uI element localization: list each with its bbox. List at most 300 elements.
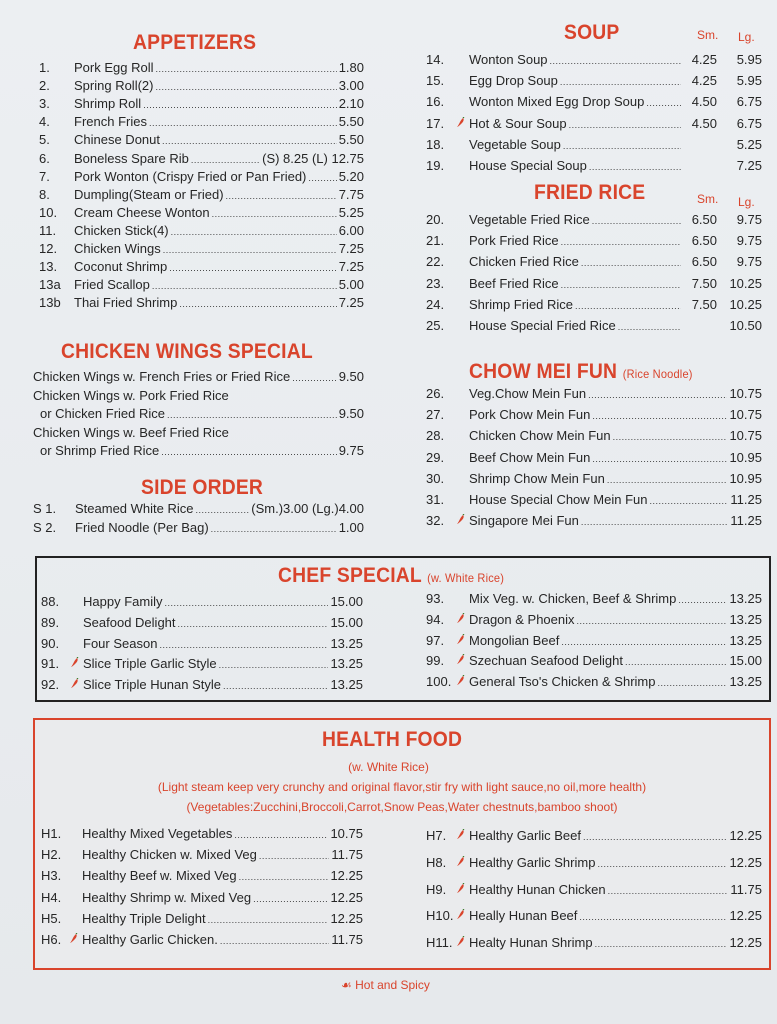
item-name: House Special Fried Rice [469,318,616,333]
item-price-large: 10.50 [729,318,762,333]
item-price: 1.00 [338,520,364,535]
item-name: Shrimp Fried Rice [469,296,574,312]
item-price: (Sm.)3.00 (Lg.)4.00 [251,501,364,516]
dot-leader [159,635,328,653]
menu-item-row [41,676,363,694]
chow-mei-fun-title [469,360,693,384]
menu-item-row [426,449,762,467]
item-number: 28. [426,428,445,444]
dot-leader [597,854,727,872]
item-price: 10.75 [330,826,363,841]
menu-item-row [426,512,762,530]
dot-leader [208,910,329,928]
item-number: H1. [41,826,62,841]
item-price: 7.25 [338,295,364,311]
item-number: H4. [41,889,62,905]
dot-leader [613,427,728,445]
item-price: 12.25 [330,889,363,905]
item-price-small: 4.50 [691,94,717,110]
item-number: 8. [39,186,50,202]
wings-item-line1: Chicken Wings w. French Fries or Fried Rice [33,369,291,384]
dot-leader [212,204,337,222]
health-food-title: HEALTH FOOD [322,728,463,751]
item-name: Pork Fried Rice [469,233,559,249]
health-food-note-1: (Light steam keep very crunchy and original flavor,stir fry with light sauce,no oil,more health) [157,780,647,794]
item-number: H8. [426,854,447,870]
menu-item-row [39,59,364,77]
item-price: 11.75 [331,932,363,947]
item-number: 88. [41,594,60,609]
item-name: Shrimp Roll [74,96,142,112]
menu-item-row [41,635,363,653]
dot-leader [223,676,328,694]
item-name: Happy Family [83,594,163,609]
item-name: Pork Chow Mein Fun [469,407,591,423]
menu-item-row [426,157,762,175]
item-price-large: 10.25 [729,275,762,291]
menu-item-row [40,442,364,460]
menu-item-row [426,211,762,229]
menu-item-row [39,204,364,222]
menu-item-row [426,590,762,608]
menu-item-row [41,846,363,864]
item-number: 20. [426,212,445,227]
dot-leader [259,846,330,864]
item-price: 12.25 [729,935,762,951]
dot-leader [169,258,336,276]
dot-leader [219,655,329,673]
item-number: 22. [426,254,445,270]
item-price: 10.75 [729,386,762,401]
item-price-large: 5.25 [736,136,762,152]
item-price: 12.25 [729,828,762,843]
item-name: Chinese Donut [74,132,160,148]
item-name: Pork Egg Roll [74,60,154,75]
dot-leader [226,186,337,204]
menu-item-row [39,168,364,186]
item-price-large: 9.75 [736,233,762,249]
wings-item-line2: or Shrimp Fried Rice [40,443,160,458]
dot-leader [149,113,337,131]
item-price: 5.20 [338,168,364,184]
item-name: Beef Chow Mein Fun [469,449,591,465]
item-name: Chicken Fried Rice [469,254,579,270]
item-name: Healthy Hunan Chicken [469,881,606,897]
menu-item-row [41,889,363,907]
dot-leader [581,253,681,271]
dot-leader [563,136,681,154]
dot-leader [561,232,681,250]
item-number: S 1. [33,501,57,516]
item-name: Mix Veg. w. Chicken, Beef & Shrimp [469,591,677,606]
item-price: 12.25 [729,908,762,924]
item-price-large: 6.75 [736,115,762,131]
item-name: Healthy Garlic Shrimp [469,854,596,870]
item-name: Vegetable Fried Rice [469,212,590,227]
item-name: Wonton Soup [469,52,548,67]
item-number: 13b [39,295,61,311]
menu-item-row [41,655,363,673]
menu-item-row [39,113,364,131]
menu-item-row [426,491,762,509]
dot-leader [234,825,328,843]
menu-item-row [41,593,363,611]
item-name: Healthy Chicken w. Mixed Veg [82,847,257,863]
menu-item-row [426,253,762,271]
item-name: Steamed White Rice [75,501,194,516]
soup-title: SOUP [564,21,620,44]
item-number: 26. [426,386,445,401]
item-number: 17. [426,115,445,131]
item-number: 100. [426,674,452,690]
item-price: 15.00 [330,614,363,630]
menu-item-row [39,240,364,258]
dot-leader [608,881,729,899]
item-number: 7. [39,168,50,184]
dot-leader [167,405,337,423]
dot-leader [292,368,337,386]
item-price-small: 6.50 [691,254,717,270]
soup-sm-header: Sm. [697,28,719,42]
item-price: 2.10 [338,96,364,112]
dot-leader [163,240,337,258]
item-name: Dragon & Phoenix [469,611,575,627]
item-number: H2. [41,847,62,863]
menu-item-row [426,632,762,650]
menu-item-row [39,222,364,240]
item-number: S 2. [33,520,57,535]
item-price: 13.25 [729,674,762,690]
item-name: Vegetable Soup [469,136,561,152]
item-price: (S) 8.25 (L) 12.75 [262,150,364,166]
dot-leader [581,512,729,530]
item-number: 10. [39,204,58,220]
item-number: 6. [39,150,50,166]
item-name: Egg Drop Soup [469,73,558,89]
item-price: 13.25 [330,635,363,651]
menu-item-row [39,77,364,95]
dot-leader [220,931,330,949]
item-number: 21. [426,233,445,249]
dot-leader [583,827,727,845]
dot-leader [253,889,328,907]
dot-leader [625,652,728,670]
item-price: 5.50 [338,132,364,148]
item-price: 3.00 [338,78,364,94]
item-number: 25. [426,318,445,333]
menu-item-row [426,385,762,403]
menu-item-row [33,368,364,386]
item-price-large: 10.25 [729,296,762,312]
menu-item-row [41,910,363,928]
pepper-icon [456,854,469,872]
hot-spicy-label: Hot and Spicy [355,978,430,992]
menu-item-row [426,881,762,899]
dot-leader [164,593,328,611]
dot-leader [211,519,337,537]
item-number: 99. [426,653,445,669]
fried-rice-lg-header: Lg. [738,195,755,209]
item-name: Healthy Shrimp w. Mixed Veg [82,889,252,905]
item-price: 7.75 [338,186,364,202]
menu-item-row [39,150,364,168]
chow-mei-fun-subtitle: (Rice Noodle) [622,367,693,381]
menu-item-row [426,652,762,670]
item-name: Fried Noodle (Per Bag) [75,520,209,535]
item-name: Shrimp Chow Mein Fun [469,470,605,486]
item-price: 9.50 [338,369,364,384]
item-number: H9. [426,881,447,897]
item-price-small: 6.50 [691,233,717,249]
item-name: Slice Triple Hunan Style [83,677,222,693]
dot-leader [239,867,329,885]
pepper-icon [69,931,82,949]
wings-item-line1: Chicken Wings w. Pork Fried Rice [33,388,229,403]
item-name: Chicken Wings [74,241,161,256]
menu-item-row [426,934,762,952]
menu-item-row [426,136,762,154]
item-price: 6.00 [338,222,364,238]
item-number: H7. [426,828,447,843]
item-name: Chicken Chow Mein Fun [469,428,611,444]
menu-item-row [33,500,364,518]
dot-leader [588,385,727,403]
item-name: General Tso's Chicken & Shrimp [469,674,656,690]
menu-item-row [39,131,364,149]
item-number: 89. [41,614,60,630]
item-number: 19. [426,158,445,173]
item-number: 1. [39,60,50,75]
item-number: 11. [39,222,57,238]
item-name: Four Season [83,635,158,651]
dot-leader [589,157,681,175]
dot-leader [155,77,336,95]
pepper-icon [70,655,83,673]
item-price: 11.25 [730,513,762,529]
item-price-large: 9.75 [736,254,762,270]
item-number: 93. [426,591,445,606]
item-price: 11.75 [331,847,363,863]
item-number: 24. [426,296,445,312]
item-name: French Fries [74,114,147,130]
item-name: Heally Hunan Beef [469,908,578,924]
item-name: Cream Cheese Wonton [74,204,210,220]
item-name: Szechuan Seafood Delight [469,653,623,669]
item-name: Coconut Shrimp [74,259,168,275]
item-price: 10.95 [729,449,762,465]
item-number: 31. [426,492,445,507]
dot-leader [179,294,336,312]
pepper-icon [456,652,469,670]
item-price: 15.00 [729,653,762,669]
dot-leader [646,93,681,111]
item-name: Chicken Stick(4) [74,222,169,238]
pepper-icon [456,512,469,530]
pepper-icon [456,907,469,925]
pepper-icon [456,827,469,845]
item-name: House Special Chow Mein Fun [469,492,648,507]
dot-leader [595,934,728,952]
chef-special-subtitle: (w. White Rice) [427,571,505,585]
item-name: Wonton Mixed Egg Drop Soup [469,94,645,110]
pepper-icon [456,632,469,650]
item-price: 5.25 [338,204,364,220]
item-name: Boneless Spare Rib [74,150,189,166]
chow-mei-fun-title-text: CHOW MEI FUN [469,360,618,383]
item-number: 23. [426,275,445,291]
item-price: 11.25 [730,492,762,507]
item-name: Healthy Garlic Beef [469,828,581,843]
menu-item-row [41,825,363,843]
item-price: 13.25 [330,656,363,672]
item-price: 13.25 [330,677,363,693]
dot-leader [649,491,728,509]
item-price: 11.75 [730,881,762,897]
item-price-large: 7.25 [736,158,762,173]
dot-leader [178,614,329,632]
item-number: 30. [426,470,445,486]
item-price: 13.25 [729,591,762,606]
item-number: 91. [41,656,60,672]
dot-leader [171,222,337,240]
item-price: 9.75 [338,443,364,458]
item-price: 12.25 [330,910,363,926]
item-name: Fried Scallop [74,277,150,293]
dot-leader [152,276,337,294]
side-order-title: SIDE ORDER [141,476,264,499]
menu-item-row [426,317,762,335]
chef-special-title-text: CHEF SPECIAL [278,564,422,587]
dot-leader [618,317,681,335]
menu-item-row [426,673,762,691]
dot-leader [569,115,681,133]
item-number: 12. [39,241,58,256]
item-price: 13.25 [729,632,762,648]
pepper-icon [456,934,469,952]
dot-leader [575,296,681,314]
menu-item-row [426,470,762,488]
menu-item-row [426,611,762,629]
soup-lg-header: Lg. [738,30,755,44]
item-price-small: 4.50 [691,115,717,131]
menu-item-row [41,931,363,949]
menu-item-row [39,95,364,113]
item-number: 15. [426,73,445,89]
pepper-icon [70,676,83,694]
item-price: 12.25 [330,868,363,884]
menu-item-row [40,405,364,423]
item-number: 90. [41,635,60,651]
item-price-small: 6.50 [691,212,717,227]
item-name: House Special Soup [469,158,587,173]
item-name: Pork Wonton (Crispy Fried or Pan Fried) [74,168,307,184]
menu-item-row [426,907,762,925]
item-price: 10.75 [729,407,762,423]
dot-leader [155,59,336,77]
item-price: 12.25 [729,854,762,870]
item-name: Healthy Garlic Chicken. [82,932,218,947]
dot-leader [607,470,728,488]
menu-item-row [426,406,762,424]
dot-leader [550,51,681,69]
item-name: Healthy Mixed Vegetables [82,826,233,841]
item-number: 2. [39,78,50,94]
item-name: Spring Roll(2) [74,78,154,94]
pepper-icon [456,611,469,629]
pepper-icon [456,673,469,691]
item-number: H6. [41,932,62,947]
item-number: 16. [426,94,445,110]
dot-leader [162,131,337,149]
item-number: 97. [426,632,445,648]
item-name: Singapore Mei Fun [469,513,579,529]
menu-item-row [426,232,762,250]
item-price: 15.00 [330,594,363,609]
dot-leader [592,211,681,229]
health-food-note-2: (Vegetables:Zucchini,Broccoli,Carrot,Snow Peas,Water chestnuts,bamboo shoot) [186,800,618,814]
dot-leader [678,590,727,608]
item-price-small: 7.50 [691,275,717,291]
menu-item-row [426,296,762,314]
wings-item-line1: Chicken Wings w. Beef Fried Rice [33,425,229,440]
item-number: H3. [41,868,62,884]
dot-leader [308,168,336,186]
item-price: 10.75 [729,428,762,444]
item-price: 13.25 [729,611,762,627]
item-number: 4. [39,114,50,130]
item-number: 13. [39,259,58,275]
item-number: H11. [426,935,453,951]
dot-leader [143,95,337,113]
menu-item-row [39,276,364,294]
item-price: 7.25 [338,241,364,256]
item-name: Healthy Beef w. Mixed Veg [82,868,237,884]
item-price: 7.25 [338,259,364,275]
item-price-large: 5.95 [736,73,762,89]
item-number: 13a [39,277,61,293]
item-number: 18. [426,136,445,152]
menu-item-row [39,294,364,312]
pepper-icon: ☙ [341,978,352,992]
item-name: Veg.Chow Mein Fun [469,386,587,401]
menu-item-row [39,258,364,276]
item-name: Seafood Delight [83,614,176,630]
chef-special-title [278,564,504,588]
dot-leader [577,611,728,629]
dot-leader [161,442,336,460]
appetizers-title: APPETIZERS [133,31,257,54]
item-number: H10. [426,908,454,924]
item-number: 3. [39,96,50,112]
menu-item-row [39,186,364,204]
item-number: 92. [41,677,60,693]
dot-leader [196,500,250,518]
hot-spicy-legend [340,978,430,992]
dot-leader [561,275,681,293]
health-food-subtitle: (w. White Rice) [348,760,429,774]
dot-leader [592,406,727,424]
menu-item-row [426,275,762,293]
item-name: Healthy Triple Delight [82,910,206,926]
dot-leader [191,150,260,168]
menu-item-row [426,854,762,872]
item-price-large: 6.75 [736,94,762,110]
menu-item-row [426,93,762,111]
item-name: Mongolian Beef [469,632,560,648]
item-price-large: 5.95 [736,52,762,67]
fried-rice-sm-header: Sm. [697,192,719,206]
wings-title: CHICKEN WINGS SPECIAL [61,340,313,363]
